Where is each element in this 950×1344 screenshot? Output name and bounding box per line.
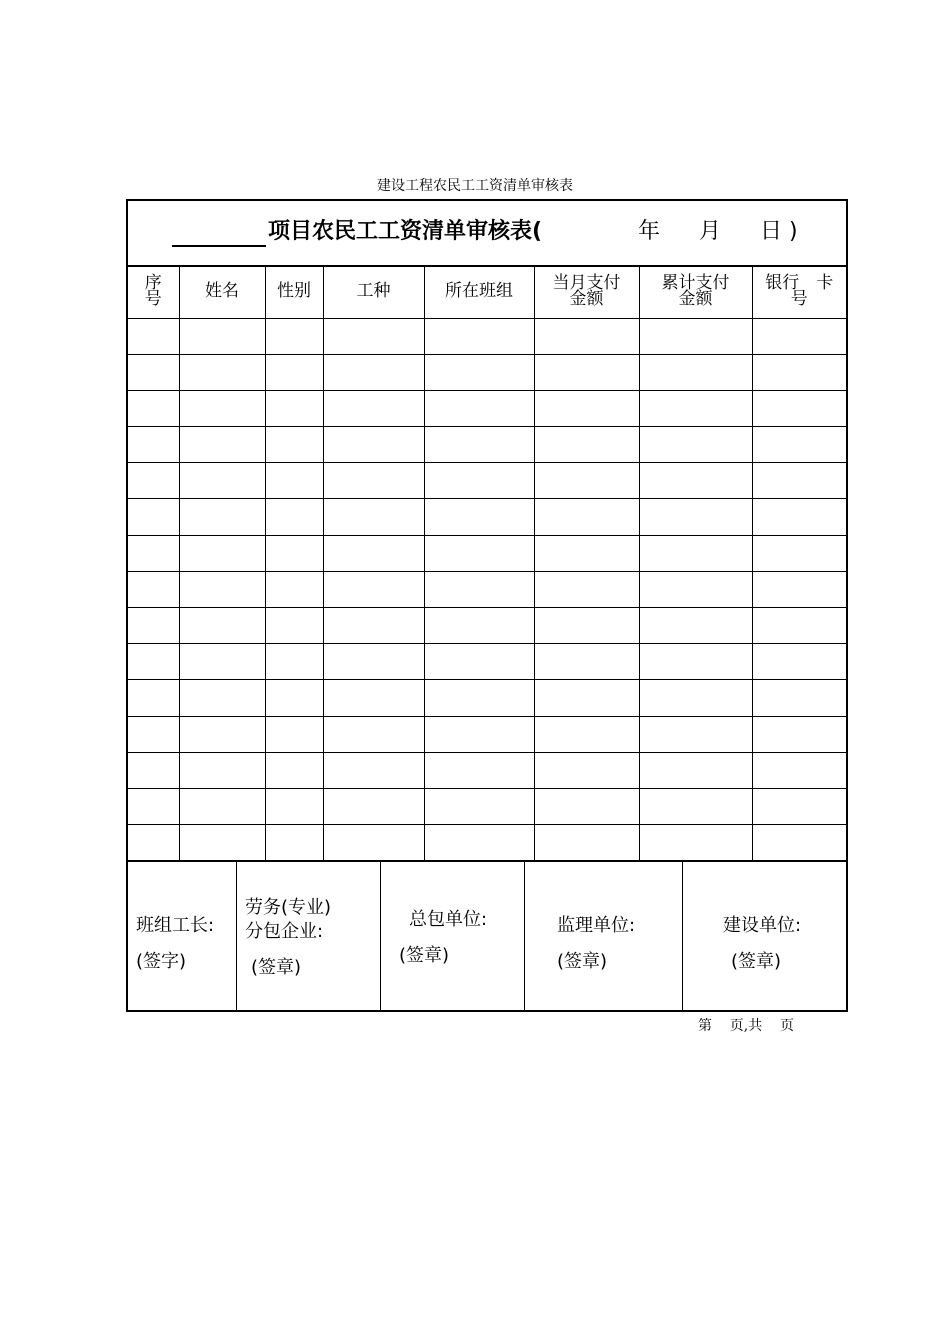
table-cell[interactable]	[424, 752, 534, 788]
table-cell[interactable]	[265, 788, 323, 824]
table-cell[interactable]	[534, 680, 639, 716]
table-cell[interactable]	[323, 390, 424, 426]
table-row	[128, 716, 846, 752]
col-monthly-payment: 当月支付 金额	[534, 265, 639, 318]
table-row	[128, 825, 846, 861]
table-header-row	[128, 265, 846, 318]
table-cell[interactable]	[424, 825, 534, 861]
table-cell[interactable]	[752, 608, 846, 644]
col-seq: 序 号	[128, 265, 179, 318]
table-cell[interactable]	[265, 427, 323, 463]
table-cell[interactable]	[179, 644, 265, 680]
sig-general-label: 总包单位:	[409, 909, 488, 930]
table-cell[interactable]	[752, 318, 846, 354]
table-cell[interactable]	[424, 318, 534, 354]
table-cell[interactable]	[639, 571, 752, 607]
table-cell[interactable]	[534, 390, 639, 426]
table-cell[interactable]	[424, 427, 534, 463]
table-row	[128, 463, 846, 499]
table-cell[interactable]	[128, 752, 179, 788]
col-trade: 工种	[323, 265, 424, 318]
sig-owner[interactable]	[683, 861, 846, 1012]
sig-owner-note: (签章)	[731, 951, 782, 972]
form-title: 项目农民工工资清单审核表(	[268, 219, 543, 244]
table-cell[interactable]	[424, 499, 534, 535]
table-cell[interactable]	[534, 825, 639, 861]
table-cell[interactable]	[752, 427, 846, 463]
sig-labor-subcontractor[interactable]	[237, 861, 381, 1012]
sig-team-leader-note: (签字)	[136, 951, 187, 972]
table-cell[interactable]	[323, 354, 424, 390]
table-cell[interactable]	[639, 390, 752, 426]
table-cell[interactable]	[752, 535, 846, 571]
table-cell[interactable]	[265, 825, 323, 861]
table-cell[interactable]	[128, 318, 179, 354]
table-cell[interactable]	[752, 463, 846, 499]
table-cell[interactable]	[424, 788, 534, 824]
table-cell[interactable]	[534, 608, 639, 644]
table-cell[interactable]	[128, 427, 179, 463]
table-cell[interactable]	[534, 788, 639, 824]
sig-supervisor[interactable]	[525, 861, 683, 1012]
table-cell[interactable]	[128, 825, 179, 861]
page-number: 第 页,共 页	[698, 1018, 795, 1034]
table-cell[interactable]	[179, 499, 265, 535]
table-row	[128, 354, 846, 390]
table-cell[interactable]	[639, 499, 752, 535]
table-cell[interactable]	[265, 390, 323, 426]
table-cell[interactable]	[323, 825, 424, 861]
table-cell[interactable]	[323, 535, 424, 571]
table-cell[interactable]	[323, 499, 424, 535]
table-cell[interactable]	[424, 354, 534, 390]
sig-labor-label-1: 劳务(专业)	[245, 897, 332, 918]
table-cell[interactable]	[179, 680, 265, 716]
signature-row	[128, 861, 846, 1012]
table-cell[interactable]	[424, 571, 534, 607]
title-month: 月	[699, 219, 722, 244]
table-cell[interactable]	[265, 354, 323, 390]
table-cell[interactable]	[424, 463, 534, 499]
table-cell[interactable]	[424, 644, 534, 680]
table-cell[interactable]	[752, 644, 846, 680]
sig-labor-note: (签章)	[251, 957, 302, 978]
table-cell[interactable]	[534, 318, 639, 354]
table-cell[interactable]	[265, 535, 323, 571]
table-cell[interactable]	[179, 318, 265, 354]
table-cell[interactable]	[179, 571, 265, 607]
table-cell[interactable]	[128, 644, 179, 680]
table-cell[interactable]	[424, 680, 534, 716]
sig-supervisor-label: 监理单位:	[557, 915, 636, 936]
table-cell[interactable]	[534, 427, 639, 463]
table-cell[interactable]	[323, 680, 424, 716]
sig-supervisor-note: (签章)	[557, 951, 608, 972]
table-row	[128, 571, 846, 607]
col-name: 姓名	[179, 265, 265, 318]
table-cell[interactable]	[179, 608, 265, 644]
table-cell[interactable]	[752, 354, 846, 390]
table-cell[interactable]	[179, 716, 265, 752]
table-cell[interactable]	[534, 499, 639, 535]
table-cell[interactable]	[128, 680, 179, 716]
table-cell[interactable]	[639, 680, 752, 716]
table-cell[interactable]	[128, 608, 179, 644]
table-cell[interactable]	[639, 427, 752, 463]
table-cell[interactable]	[265, 571, 323, 607]
table-row	[128, 535, 846, 571]
table-cell[interactable]	[534, 752, 639, 788]
table-cell[interactable]	[265, 463, 323, 499]
table-cell[interactable]	[752, 499, 846, 535]
table-cell[interactable]	[323, 427, 424, 463]
table-cell[interactable]	[323, 788, 424, 824]
table-cell[interactable]	[128, 390, 179, 426]
table-cell[interactable]	[639, 608, 752, 644]
table-cell[interactable]	[323, 463, 424, 499]
table-cell[interactable]	[424, 535, 534, 571]
table-cell[interactable]	[752, 571, 846, 607]
table-row	[128, 427, 846, 463]
table-row	[128, 752, 846, 788]
table-cell[interactable]	[179, 825, 265, 861]
table-cell[interactable]	[639, 788, 752, 824]
table-cell[interactable]	[752, 716, 846, 752]
table-cell[interactable]	[128, 571, 179, 607]
table-cell[interactable]	[323, 318, 424, 354]
table-cell[interactable]	[639, 318, 752, 354]
table-cell[interactable]	[179, 752, 265, 788]
table-cell[interactable]	[323, 644, 424, 680]
table-cell[interactable]	[424, 716, 534, 752]
table-row	[128, 680, 846, 716]
table-row	[128, 318, 846, 354]
table-cell[interactable]	[323, 571, 424, 607]
table-cell[interactable]	[534, 463, 639, 499]
table-row	[128, 608, 846, 644]
wage-table	[128, 265, 846, 862]
table-cell[interactable]	[639, 716, 752, 752]
table-cell[interactable]	[534, 535, 639, 571]
wage-review-form	[126, 199, 848, 1012]
table-cell[interactable]	[752, 680, 846, 716]
table-cell[interactable]	[424, 608, 534, 644]
table-cell[interactable]	[534, 571, 639, 607]
sig-labor-label-2: 分包企业:	[245, 921, 324, 942]
table-cell[interactable]	[128, 354, 179, 390]
form-title-row	[128, 201, 846, 267]
title-day: 日 )	[760, 219, 798, 244]
table-cell[interactable]	[323, 716, 424, 752]
table-cell[interactable]	[265, 752, 323, 788]
table-cell[interactable]	[265, 680, 323, 716]
table-cell[interactable]	[534, 354, 639, 390]
table-row	[128, 788, 846, 824]
col-gender: 性别	[265, 265, 323, 318]
col-cumulative-payment: 累计支付 金额	[639, 265, 752, 318]
table-cell[interactable]	[752, 752, 846, 788]
table-cell[interactable]	[639, 825, 752, 861]
table-cell[interactable]	[179, 427, 265, 463]
sig-team-leader[interactable]	[128, 861, 237, 1012]
table-cell[interactable]	[639, 644, 752, 680]
table-cell[interactable]	[179, 535, 265, 571]
sig-team-leader-label: 班组工长:	[136, 915, 215, 936]
table-cell[interactable]	[265, 318, 323, 354]
table-cell[interactable]	[323, 608, 424, 644]
table-cell[interactable]	[128, 463, 179, 499]
table-body	[128, 318, 846, 861]
table-cell[interactable]	[128, 499, 179, 535]
table-cell[interactable]	[179, 354, 265, 390]
table-row	[128, 390, 846, 426]
table-row	[128, 644, 846, 680]
table-cell[interactable]	[639, 463, 752, 499]
table-cell[interactable]	[128, 788, 179, 824]
col-bank-card: 银行 卡 号	[752, 265, 846, 318]
sig-owner-label: 建设单位:	[723, 915, 802, 936]
table-cell[interactable]	[639, 535, 752, 571]
table-cell[interactable]	[752, 390, 846, 426]
table-cell[interactable]	[534, 644, 639, 680]
table-row	[128, 499, 846, 535]
table-cell[interactable]	[179, 390, 265, 426]
table-cell[interactable]	[265, 499, 323, 535]
table-cell[interactable]	[424, 390, 534, 426]
table-cell[interactable]	[265, 644, 323, 680]
table-cell[interactable]	[128, 716, 179, 752]
sig-general-contractor[interactable]	[381, 861, 525, 1012]
table-cell[interactable]	[265, 608, 323, 644]
table-cell[interactable]	[179, 788, 265, 824]
project-name-blank[interactable]	[172, 245, 266, 247]
table-cell[interactable]	[534, 716, 639, 752]
table-cell[interactable]	[639, 354, 752, 390]
table-cell[interactable]	[265, 716, 323, 752]
sig-general-note: (签章)	[399, 945, 450, 966]
table-cell[interactable]	[639, 752, 752, 788]
document-caption: 建设工程农民工工资清单审核表	[377, 178, 573, 194]
table-cell[interactable]	[752, 825, 846, 861]
table-cell[interactable]	[323, 752, 424, 788]
table-cell[interactable]	[179, 463, 265, 499]
table-cell[interactable]	[128, 535, 179, 571]
col-team: 所在班组	[424, 265, 534, 318]
table-cell[interactable]	[752, 788, 846, 824]
title-year: 年	[638, 219, 661, 244]
